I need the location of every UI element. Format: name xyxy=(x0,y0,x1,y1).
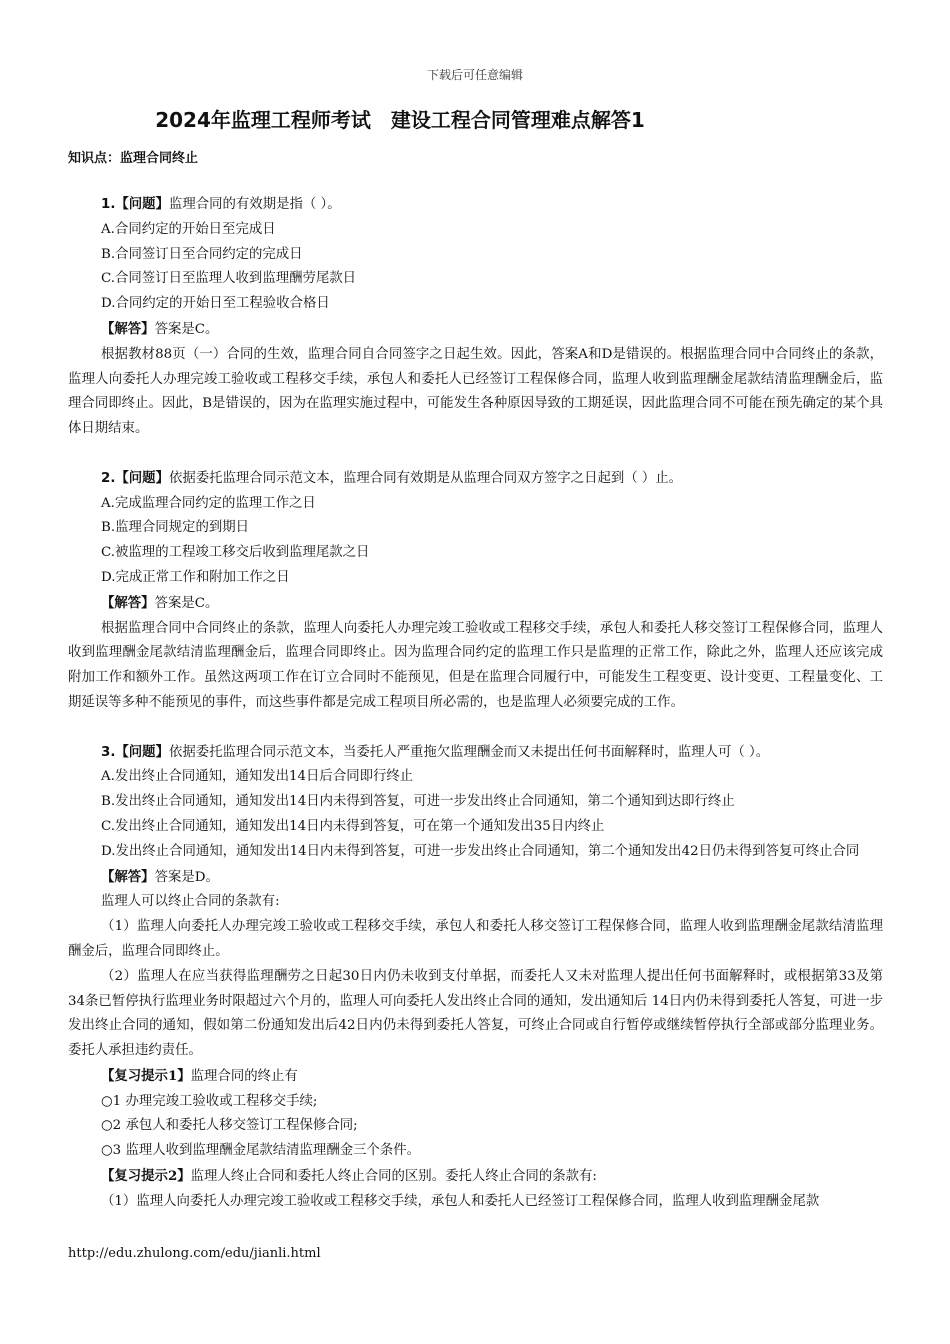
answer-text: 答案是D。 xyxy=(154,869,219,885)
option-a: A.完成监理合同约定的监理工作之日 xyxy=(101,495,316,511)
option-d: D.发出终止合同通知，通知发出14日内未得到答复，可进一步发出终止合同通知，第二个通知发出42日仍未得到答复可终止合同 xyxy=(101,843,860,859)
review-tip-2 xyxy=(68,1164,883,1190)
footer-url[interactable]: http://edu.zhulong.com/edu/jianli.html xyxy=(68,1246,321,1261)
question-text: 监理合同的有效期是指（ ）。 xyxy=(168,197,341,212)
tip-item: ○3 监理人收到监理酬金尾款结清监理酬金三个条件。 xyxy=(101,1143,421,1159)
option-b: B.发出终止合同通知，通知发出14日内未得到答复，可进一步发出终止合同通知，第二个通知到达即行终止 xyxy=(101,794,735,810)
tip-text: 监理人终止合同和委托人终止合同的区别。委托人终止合同的条款有: xyxy=(190,1169,597,1185)
answer-text: 答案是C。 xyxy=(154,321,219,337)
answer-label: 【解答】 xyxy=(101,594,155,611)
answer-text: 答案是C。 xyxy=(154,595,219,611)
answer-label: 【解答】 xyxy=(101,320,155,337)
option-b: B.监理合同规定的到期日 xyxy=(101,520,250,536)
option-d: D.完成正常工作和附加工作之日 xyxy=(101,569,290,585)
question-1 xyxy=(68,193,883,218)
clause-1: （1）监理人向委托人办理完竣工验收或工程移交手续，承包人和委托人移交签订工程保修合同，监理人收到监理酬金尾款结清监理酬金后，监理合同即终止。 xyxy=(68,919,883,959)
review-tip-1 xyxy=(68,1064,883,1090)
tip-item: ○2 承包人和委托人移交签订工程保修合同; xyxy=(101,1118,358,1134)
answer xyxy=(68,317,883,343)
answer xyxy=(68,591,883,617)
question-text: 依据委托监理合同示范文本，监理合同有效期是从监理合同双方签字之日起到（ ）止。 xyxy=(168,470,683,486)
question-number: 1.【问题】 xyxy=(101,197,169,212)
tip-label: 【复习提示2】 xyxy=(101,1168,191,1185)
option-a: A.合同约定的开始日至完成日 xyxy=(101,221,276,237)
option-a: A.发出终止合同通知，通知发出14日后合同即行终止 xyxy=(101,769,414,785)
answer-label: 【解答】 xyxy=(101,868,155,885)
explanation: 根据监理合同中合同终止的条款，监理人向委托人办理完竣工验收或工程移交手续，承包人和委托人移交签订工程保修合同，监理人收到监理酬金尾款结清监理酬金后，监理合同即终止。因为监理合同约定的监理工作只是监理的正常工作，除此之外，监理人还应该完成附加工作和额外工作。虽然这两项工作在订立合同时不能预见，但是在监理合同履行中，可能发生工程变更、设计变更、工程量变化、工期延误等多种不能预见的事件，而这些事件都是完成工程项目所必需的，也是监理人必须要完成的工作。 xyxy=(68,620,883,710)
question-3 xyxy=(68,741,883,766)
document-body xyxy=(68,193,883,1215)
question-number: 2.【问题】 xyxy=(101,470,169,486)
tip-item: ○1 办理完竣工验收或工程移交手续; xyxy=(101,1093,318,1109)
tip-label: 【复习提示1】 xyxy=(101,1067,191,1084)
option-c: C.被监理的工程竣工移交后收到监理尾款之日 xyxy=(101,545,370,561)
clause-intro: 监理人可以终止合同的条款有: xyxy=(101,894,280,910)
option-d: D.合同约定的开始日至工程验收合格日 xyxy=(101,296,330,312)
question-number: 3.【问题】 xyxy=(101,744,169,760)
explanation: 根据教材88页（一）合同的生效，监理合同自合同签字之日起生效。因此，答案A和D是错误的。根据监理合同中合同终止的条款，监理人向委托人办理完竣工验收或工程移交手续，承包人和委托人已经签订工程保修合同，监理人收到监理酬金尾款结清监理酬金后，监理合同即终止。因此，B是错误的，因为在监理实施过程中，可能发生各种原因导致的工期延误，因此监理合同不可能在预先确定的某个具体日期结束。 xyxy=(68,346,883,437)
header-note: 下载后可任意编辑 xyxy=(426,68,523,82)
option-c: C.发出终止合同通知，通知发出14日内未得到答复，可在第一个通知发出35日内终止 xyxy=(101,818,605,834)
page-title: 2024年监理工程师考试 建设工程合同管理难点解答1 xyxy=(155,108,645,132)
option-c: C.合同签订日至监理人收到监理酬劳尾款日 xyxy=(101,271,357,287)
answer xyxy=(68,865,883,891)
question-text: 依据委托监理合同示范文本，当委托人严重拖欠监理酬金而又未提出任何书面解释时，监理人可（ ）。 xyxy=(168,744,770,760)
option-b: B.合同签订日至合同约定的完成日 xyxy=(101,246,303,262)
knowledge-point: 知识点：监理合同终止 xyxy=(68,151,199,166)
tip-clause-1: （1）监理人向委托人办理完竣工验收或工程移交手续，承包人和委托人已经签订工程保修合同，监理人收到监理酬金尾款 xyxy=(101,1193,820,1209)
clause-2: （2）监理人在应当获得监理酬劳之日起30日内仍未收到支付单据，而委托人又未对监理人提出任何书面解释时，或根据第33及第34条已暂停执行监理业务时限超过六个月的，监理人可向委托人发出终止合同的通知，发出通知后 14日内仍未得到委托人答复，可进一步发出终止合同的通知，假如第二份通知发出后42日内仍未得到委托人答复，可终止合同或自行暂停或继续暂停执行全部或部分监理业务。委托人承担违约责任。 xyxy=(68,968,883,1059)
tip-text: 监理合同的终止有 xyxy=(190,1068,298,1084)
question-2 xyxy=(68,467,883,492)
